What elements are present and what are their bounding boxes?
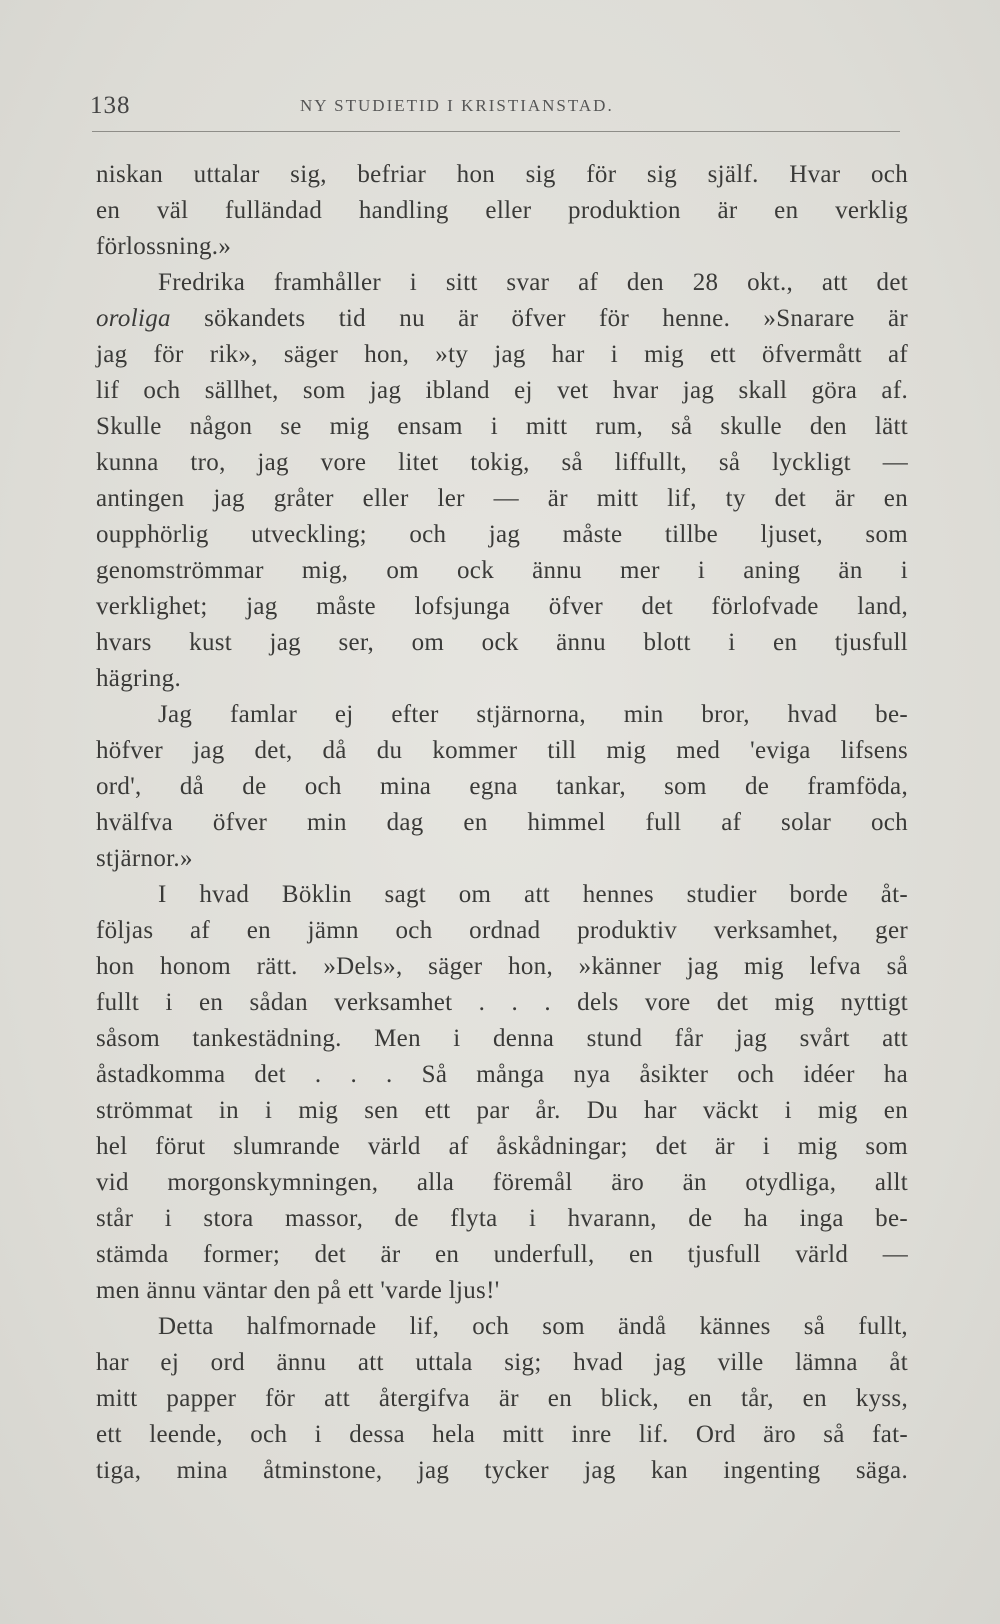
text-line: [96, 1309, 908, 1345]
line-text: ord', då de och mina egna tankar, som de framföda,: [96, 773, 908, 800]
line-text: hvars kust jag ser, om ock ännu blott i en tjusfull: [96, 629, 908, 656]
line-text: jag för rik», säger hon, »ty jag har i mig ett öfvermått af: [96, 341, 908, 368]
line-text: strömmat in i mig sen ett par år. Du har väckt i mig en: [96, 1097, 908, 1124]
header-rule: [92, 131, 900, 132]
text-line: [96, 913, 908, 949]
line-text: fullt i en sådan verksamhet . . . dels vore det mig nyttigt: [96, 989, 908, 1016]
text-line: [96, 553, 908, 589]
line-text: tiga, mina åtminstone, jag tycker jag kan ingenting säga.: [96, 1457, 908, 1484]
body-text: [96, 157, 908, 1489]
line-text: hvälfva öfver min dag en himmel full af solar och: [96, 809, 908, 836]
text-line: [96, 1021, 908, 1057]
text-line: [96, 697, 908, 733]
text-line: [96, 733, 908, 769]
line-text: stämda former; det är en underfull, en tjusfull värld —: [96, 1241, 908, 1268]
line-text: sökandets tid nu är öfver för henne. »Snarare är: [170, 305, 908, 332]
line-text: antingen jag gråter eller ler — är mitt lif, ty det är en: [96, 485, 908, 512]
line-text: stjärnor.»: [96, 845, 193, 872]
line-text: förlossning.»: [96, 233, 232, 260]
line-text: lif och sällhet, som jag ibland ej vet hvar jag skall göra af.: [96, 377, 908, 404]
text-line: [96, 481, 908, 517]
text-line: [96, 1237, 908, 1273]
line-text: står i stora massor, de flyta i hvarann, de ha inga be-: [96, 1205, 908, 1232]
text-line: [96, 589, 908, 625]
line-text: ett leende, och i dessa hela mitt inre lif. Ord äro så fat-: [96, 1421, 908, 1448]
text-line: [96, 841, 908, 877]
text-line: [96, 409, 908, 445]
line-text: höfver jag det, då du kommer till mig med 'eviga lifsens: [96, 737, 908, 764]
line-text: genomströmmar mig, om ock ännu mer i aning än i: [96, 557, 908, 584]
italic-word: oroliga: [96, 305, 171, 332]
text-line: [96, 1273, 908, 1309]
line-text: niskan uttalar sig, befriar hon sig för sig själf. Hvar och: [96, 161, 908, 188]
line-text: Skulle någon se mig ensam i mitt rum, så skulle den lätt: [96, 413, 908, 440]
line-text: hon honom rätt. »Dels», säger hon, »känner jag mig lefva så: [96, 953, 908, 980]
text-line: [96, 265, 908, 301]
text-line: [96, 661, 908, 697]
text-line: [96, 373, 908, 409]
text-line: [96, 949, 908, 985]
text-line: [96, 877, 908, 913]
text-line: [96, 157, 908, 193]
text-line: [96, 337, 908, 373]
text-line: [96, 193, 908, 229]
text-line: [96, 445, 908, 481]
text-line: [96, 805, 908, 841]
line-text: såsom tankestädning. Men i denna stund får jag svårt att: [96, 1025, 908, 1052]
running-title: NY STUDIETID I KRISTIANSTAD.: [300, 96, 614, 115]
line-text: men ännu väntar den på ett 'varde ljus!': [96, 1277, 500, 1304]
line-text: följas af en jämn och ordnad produktiv verksamhet, ger: [96, 917, 908, 944]
text-line: [96, 1165, 908, 1201]
line-text: en väl fulländad handling eller produktion är en verklig: [96, 197, 908, 224]
line-text: kunna tro, jag vore litet tokig, så liffullt, så lyckligt —: [96, 449, 908, 476]
text-line: [96, 1201, 908, 1237]
text-line: [96, 301, 908, 337]
text-line: [96, 625, 908, 661]
line-text: Fredrika framhåller i sitt svar af den 28 okt., att det: [158, 269, 908, 296]
line-text: mitt papper för att återgifva är en blick, en tår, en kyss,: [96, 1385, 908, 1412]
line-text: I hvad Böklin sagt om att hennes studier borde åt-: [158, 881, 908, 908]
page-number: 138: [90, 92, 131, 119]
line-text: åstadkomma det . . . Så många nya åsikter och idéer ha: [96, 1061, 908, 1088]
line-text: vid morgonskymningen, alla föremål äro än otydliga, allt: [96, 1169, 908, 1196]
text-line: [96, 1093, 908, 1129]
text-line: [96, 1129, 908, 1165]
line-text: Detta halfmornade lif, och som ändå kännes så fullt,: [158, 1313, 908, 1340]
text-line: [96, 517, 908, 553]
text-line: [96, 1057, 908, 1093]
text-line: [96, 1453, 908, 1489]
running-head: [90, 92, 890, 132]
line-text: Jag famlar ej efter stjärnorna, min bror, hvad be-: [158, 701, 908, 728]
line-text: verklighet; jag måste lofsjunga öfver det förlofvade land,: [96, 593, 908, 620]
line-text: har ej ord ännu att uttala sig; hvad jag ville lämna åt: [96, 1349, 908, 1376]
line-text: hägring.: [96, 665, 182, 692]
text-line: [96, 1345, 908, 1381]
line-text: hel förut slumrande värld af åskådningar; det är i mig som: [96, 1133, 908, 1160]
text-line: [96, 229, 908, 265]
line-text: oupphörlig utveckling; och jag måste tillbe ljuset, som: [96, 521, 908, 548]
text-line: [96, 769, 908, 805]
text-line: [96, 985, 908, 1021]
text-line: [96, 1381, 908, 1417]
text-line: [96, 1417, 908, 1453]
